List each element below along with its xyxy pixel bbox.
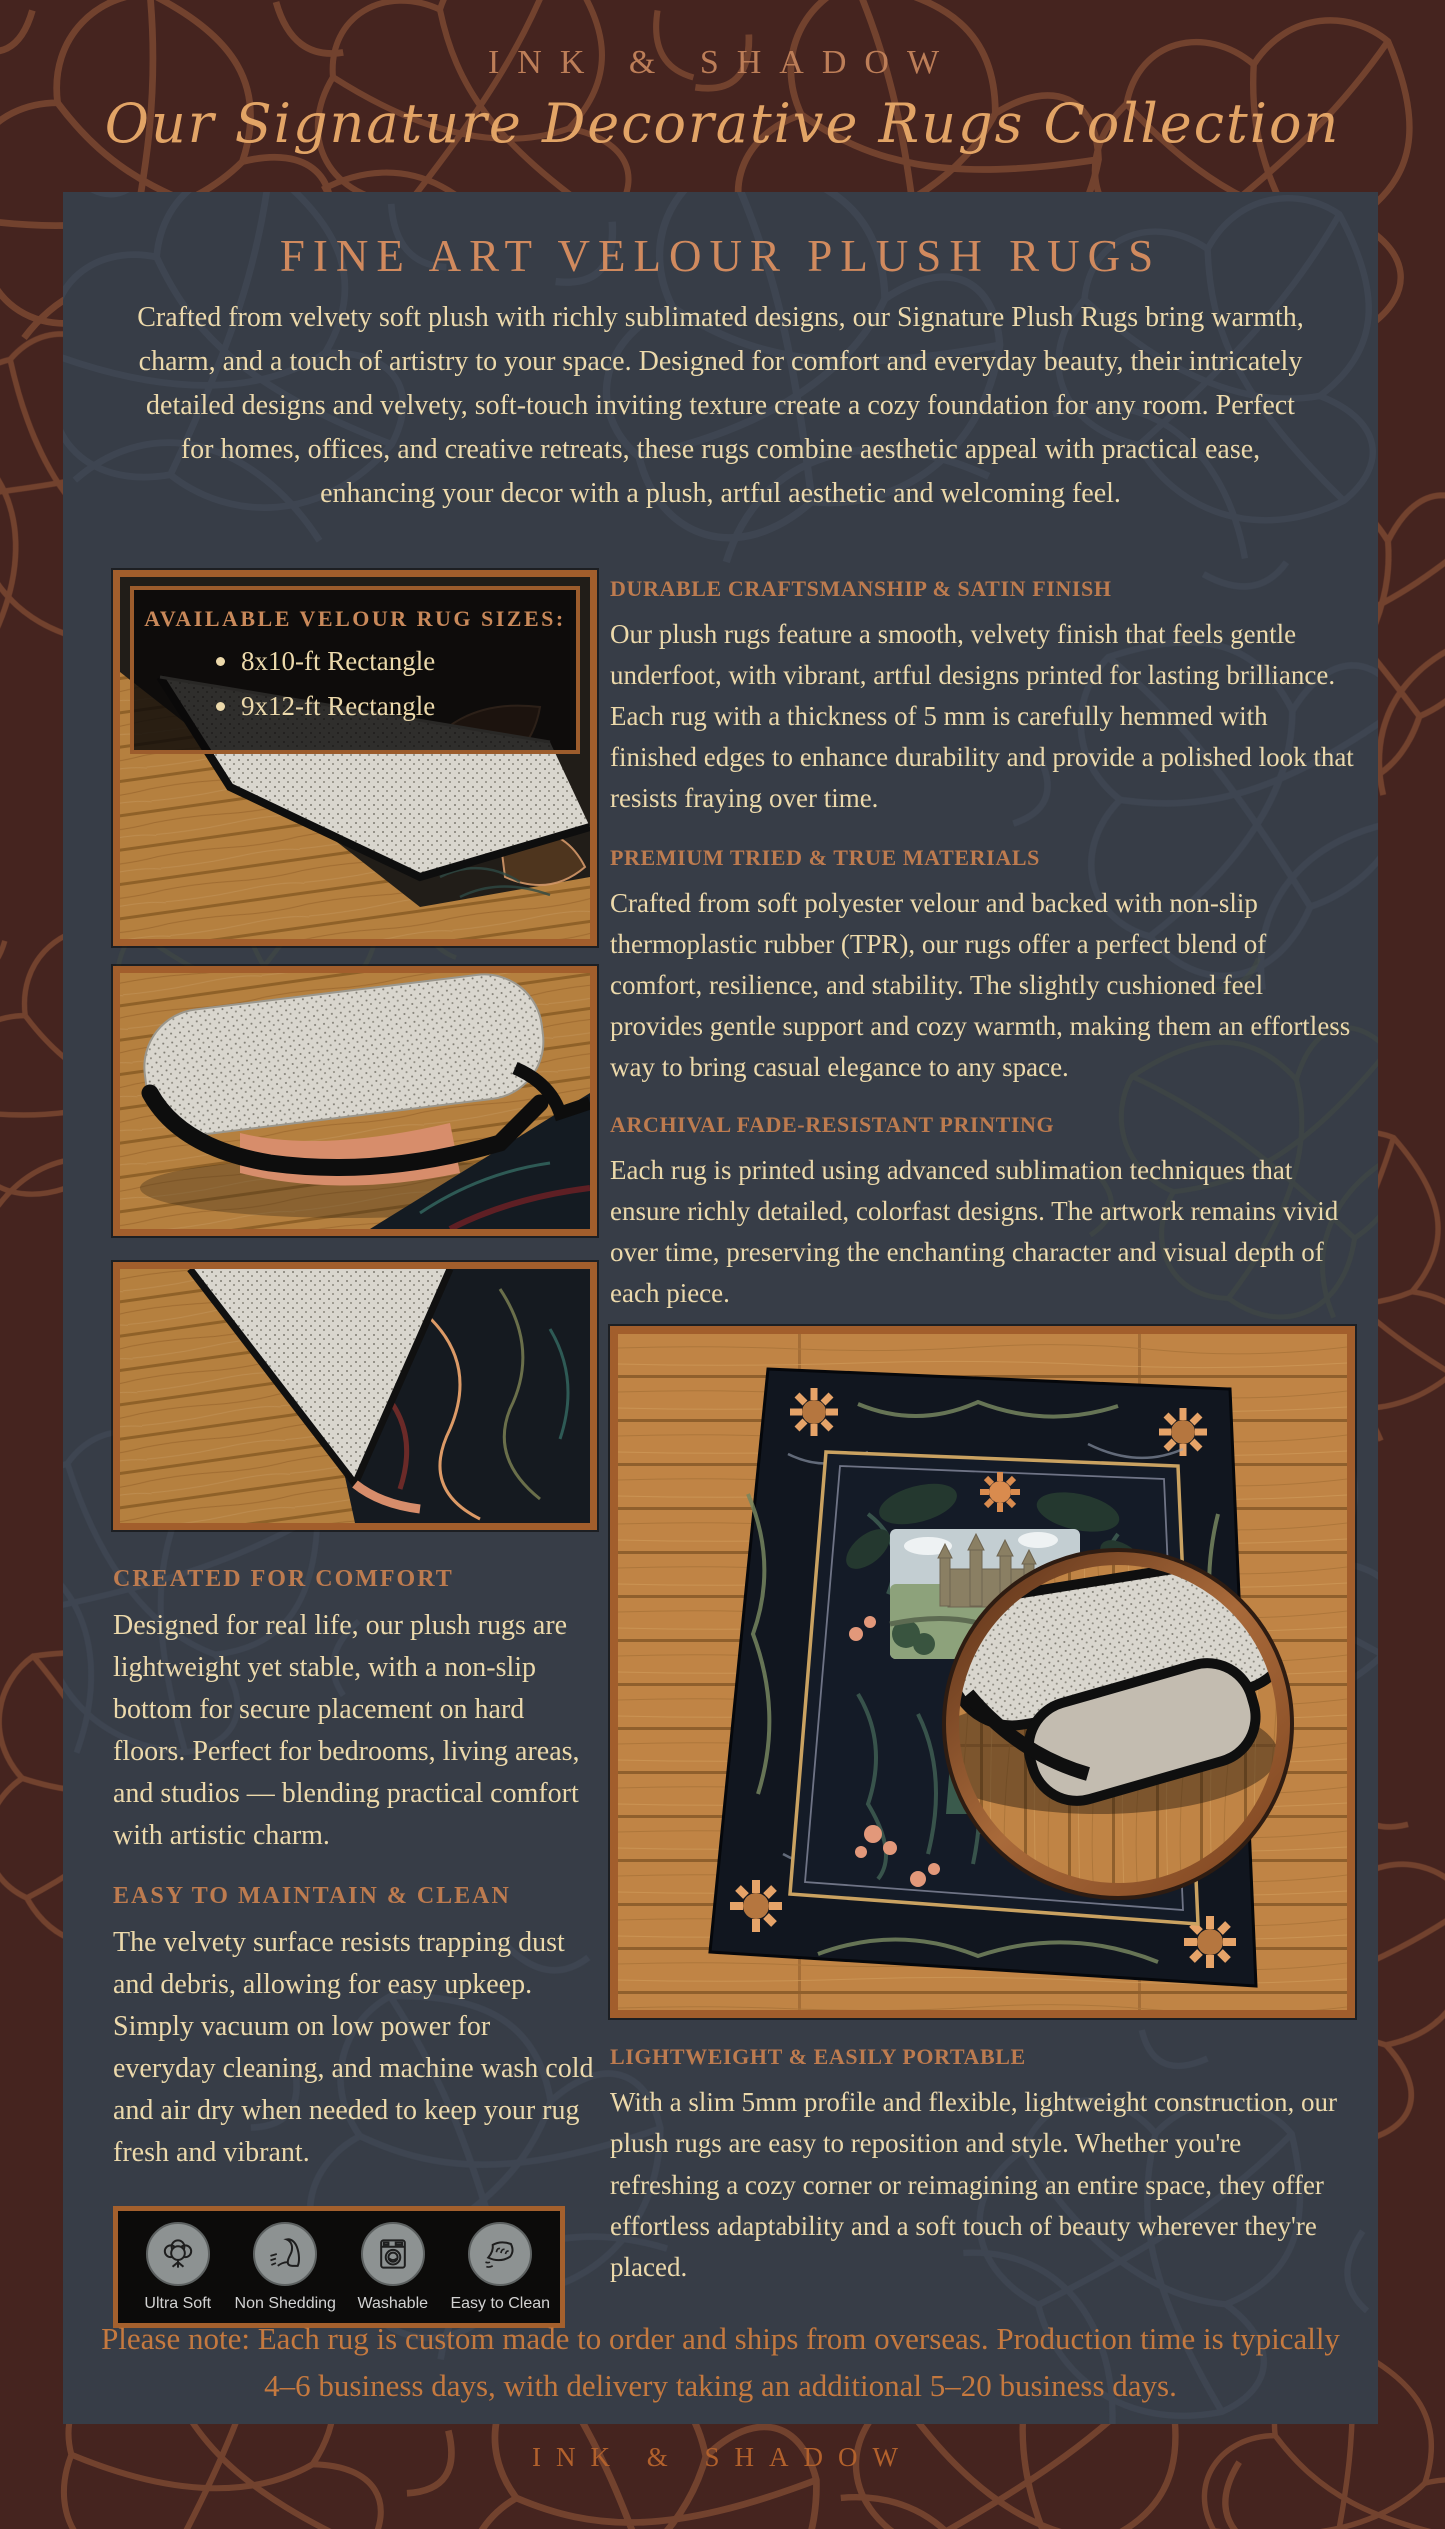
feature-label: Non Shedding — [234, 2294, 336, 2312]
content-panel — [63, 192, 1378, 2424]
feature-label: Ultra Soft — [144, 2294, 212, 2312]
section-heading-durable: DURABLE CRAFTSMANSHIP & SATIN FINISH — [610, 576, 1112, 601]
feature-label: Washable — [357, 2294, 429, 2312]
section-heading-comfort: CREATED FOR COMFORT — [113, 1566, 454, 1592]
section-heading-printing: ARCHIVAL FADE-RESISTANT PRINTING — [610, 1112, 1055, 1138]
feature-washable — [341, 2222, 445, 2313]
sizes-box — [130, 586, 580, 754]
bullet-dot — [216, 702, 225, 711]
section-body-maintain: The velvety surface resists trapping dust and debris, allowing for easy upkeep. Simply vacuum on low power for everyday cleaning, and machine wash cold and air dry when needed to keep your rug fresh and vibrant. — [113, 1927, 594, 2168]
right-column — [610, 570, 1355, 2328]
order-note: Please note: Each rug is custom made to order and ships from overseas. Production time is typically 4–6 business days, with delivery taking an additional 5–20 business days. — [101, 2321, 1340, 2403]
rug-edge-closeup-image — [120, 973, 590, 1229]
section-body-comfort: Designed for real life, our plush rugs are lightweight yet stable, with a non-slip bottom for secure placement on hard floors. Perfect for bedrooms, living areas, and studios — blending practical comfort with artistic charm. — [113, 1610, 580, 1851]
rug-backing-photo-2 — [113, 966, 597, 1236]
cotton-icon — [146, 2222, 210, 2286]
rug-corner-fold-image-2 — [120, 1269, 590, 1523]
left-column — [113, 570, 597, 2328]
page-title: FINE ART VELOUR PLUSH RUGS — [279, 231, 1162, 281]
section-heading-materials: PREMIUM TRIED & TRUE MATERIALS — [610, 845, 1040, 871]
footer-brand: INK & SHADOW — [532, 2442, 913, 2472]
feature-icons-box — [113, 2206, 565, 2328]
brand-tagline: Our Signature Decorative Rugs Collection — [104, 92, 1341, 155]
section-body-durable: Our plush rugs feature a smooth, velvety finish that feels gentle underfoot, with vibrant, artful designs printed for lasting brilliance. Each rug with a thickness of 5 mm is carefully hemmed with finished edges to enhance durability and provide a polished look that resists fraying over time. — [610, 619, 1354, 814]
bullet-dot — [216, 657, 225, 666]
section-body-materials: Crafted from soft polyester velour and backed with non-slip thermoplastic rubber (TPR), our rugs offer a perfect blend of comfort, resilience, and stability. The slightly cushioned feel provides gentle support and cozy warmth, making them an effortless way to bring casual elegance to any space. — [610, 888, 1351, 1083]
rug-backing-photo-3 — [113, 1262, 597, 1530]
feature-easy-clean — [448, 2222, 552, 2313]
section-heading-lightweight: LIGHTWEIGHT & EASILY PORTABLE — [610, 2044, 1026, 2070]
size-option-label: 8x10-ft Rectangle — [241, 646, 436, 676]
feature-non-shedding — [233, 2222, 337, 2313]
feature-label: Easy to Clean — [450, 2294, 551, 2312]
size-option-2 — [134, 691, 576, 722]
hand-wipe-icon — [468, 2222, 532, 2286]
rug-on-floor-image — [618, 1334, 1347, 2010]
section-body-lightweight: With a slim 5mm profile and flexible, lightweight construction, our plush rugs are easy to reposition and style. Whether you're refreshing a cozy corner or reimagining an entire space, they offer effortless adaptability and a soft touch of beauty wherever they're placed. — [610, 2087, 1338, 2282]
washing-machine-icon — [361, 2222, 425, 2286]
foot-icon — [253, 2222, 317, 2286]
content-columns — [113, 570, 1355, 2328]
intro-paragraph: Crafted from velvety soft plush with richly sublimated designs, our Signature Plush Rugs bring warmth, charm, and a touch of artistry to your space. Designed for comfort and everyday beauty, their intricately detailed designs and velvety, soft-touch inviting texture create a cozy foundation for any room. Perfect for homes, offices, and creative retreats, these rugs combine aesthetic appeal with practical ease, enhancing your decor with a plush, artful aesthetic and welcoming feel. — [137, 302, 1304, 509]
sizes-box-title: AVAILABLE VELOUR RUG SIZES: — [144, 606, 566, 631]
section-body-printing: Each rug is printed using advanced sublimation techniques that ensure richly detailed, colorfast designs. The artwork remains vivid over time, preserving the enchanting character and visual depth of each piece. — [610, 1155, 1339, 1309]
size-option-1 — [134, 646, 576, 677]
rug-backing-photo-1 — [113, 570, 597, 946]
size-option-label: 9x12-ft Rectangle — [241, 691, 436, 721]
feature-ultra-soft — [126, 2222, 230, 2313]
section-heading-maintain: EASY TO MAINTAIN & CLEAN — [113, 1883, 511, 1909]
brand-title: INK & SHADOW — [487, 44, 958, 81]
rug-room-photo — [610, 1326, 1355, 2018]
